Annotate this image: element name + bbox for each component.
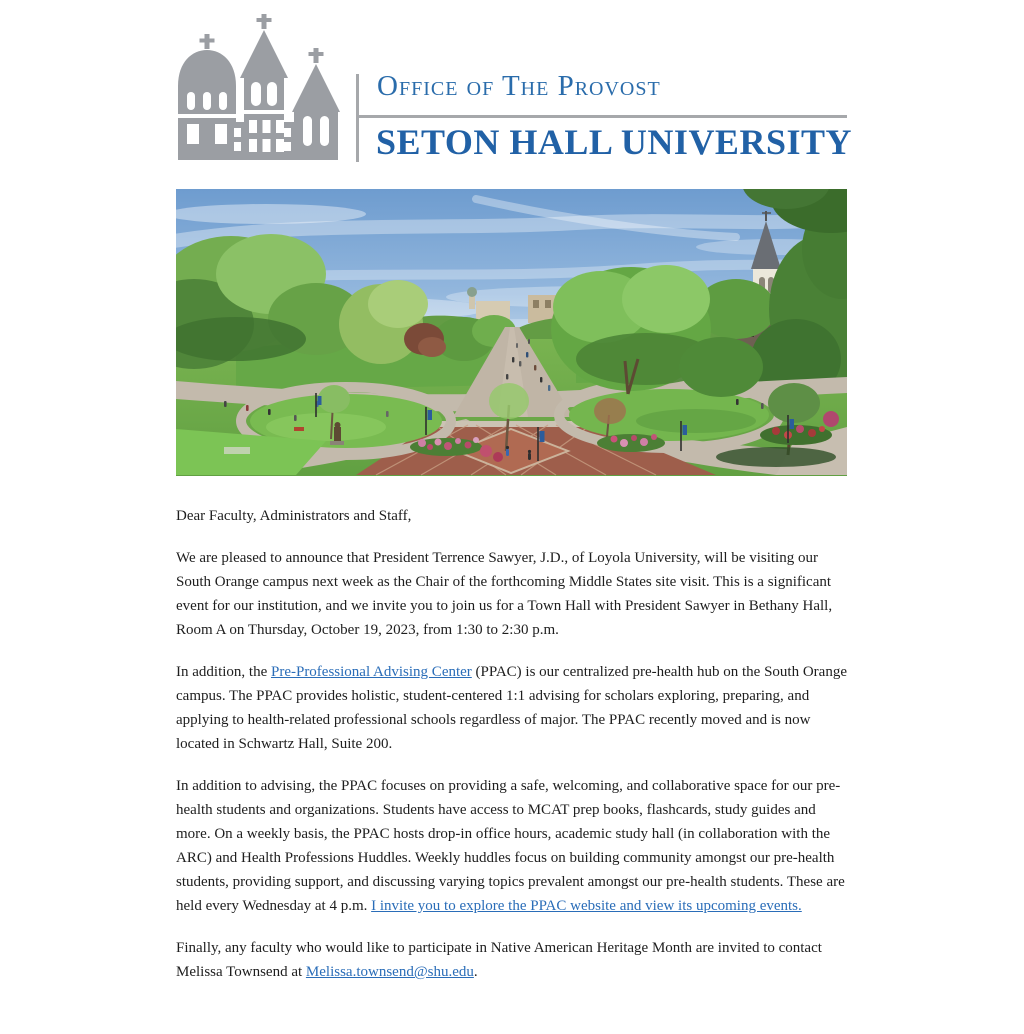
cathedral-icon bbox=[176, 12, 340, 165]
paragraph-text: In addition, the bbox=[176, 664, 271, 680]
paragraph-text: . bbox=[473, 964, 478, 980]
letter-paragraphs bbox=[176, 546, 847, 984]
paragraph-town-hall bbox=[176, 546, 847, 642]
paragraph-native-american-heritage-month bbox=[176, 936, 847, 984]
email-body bbox=[176, 10, 852, 984]
paragraph-ppac-programs bbox=[176, 774, 847, 918]
letter-body bbox=[176, 504, 847, 984]
office-of-the-provost-title: Office of The Provost bbox=[377, 70, 661, 102]
paragraph-ppac-intro bbox=[176, 660, 847, 756]
letterhead-rule bbox=[357, 115, 847, 118]
paragraph-text: We are pleased to announce that President Terrence Sawyer, J.D., of Loyola University, will be visiting our South Orange campus next week as the Chair of the forthcoming Middle States site visit. This is a significant event for our institution, and we invite you to join us for a Town Hall with President Sawyer in Bethany Hall, Room A on Thursday, October 19, 2023, from 1:30 to 2:30 p.m. bbox=[176, 550, 833, 638]
salutation: Dear Faculty, Administrators and Staff, bbox=[176, 508, 412, 524]
paragraph-text: (PPAC) is our centralized pre-health hub on the South Orange campus. The PPAC provides holistic, student-centered 1:1 advising for scholars exploring, preparing, and applying to health-related professional schools regardless of major. The PPAC recently moved and is now located in Schwartz Hall, Suite 200. bbox=[176, 664, 847, 752]
ppac-website-link[interactable]: I invite you to explore the PPAC website and view its upcoming events. bbox=[371, 898, 802, 914]
melissa-townsend-email-link[interactable]: Melissa.townsend@shu.edu bbox=[305, 964, 474, 980]
university-name: SETON HALL UNIVERSITY bbox=[376, 122, 852, 162]
provost-letterhead bbox=[176, 10, 852, 172]
ppac-center-link[interactable]: Pre-Professional Advising Center bbox=[270, 664, 472, 680]
paragraph-text: In addition to advising, the PPAC focuses on providing a safe, welcoming, and collaborative space for our pre-health students and organizations. Students have access to MCAT prep books, flashcards, study guides and more. On a weekly basis, the PPAC hosts drop-in office hours, academic study hall (in collaboration with the ARC) and Health Professions Huddles. Weekly huddles focus on building community amongst our pre-health students, providing support, and discussing varying topics prevalent amongst our pre-health students. These are held every Wednesday at 4 p.m. bbox=[176, 778, 845, 914]
logo-divider-bar bbox=[356, 74, 359, 162]
campus-photo bbox=[176, 189, 847, 476]
paragraph-text: Finally, any faculty who would like to participate in Native American Heritage Month are invited to contact Melissa Townsend at bbox=[176, 940, 822, 980]
